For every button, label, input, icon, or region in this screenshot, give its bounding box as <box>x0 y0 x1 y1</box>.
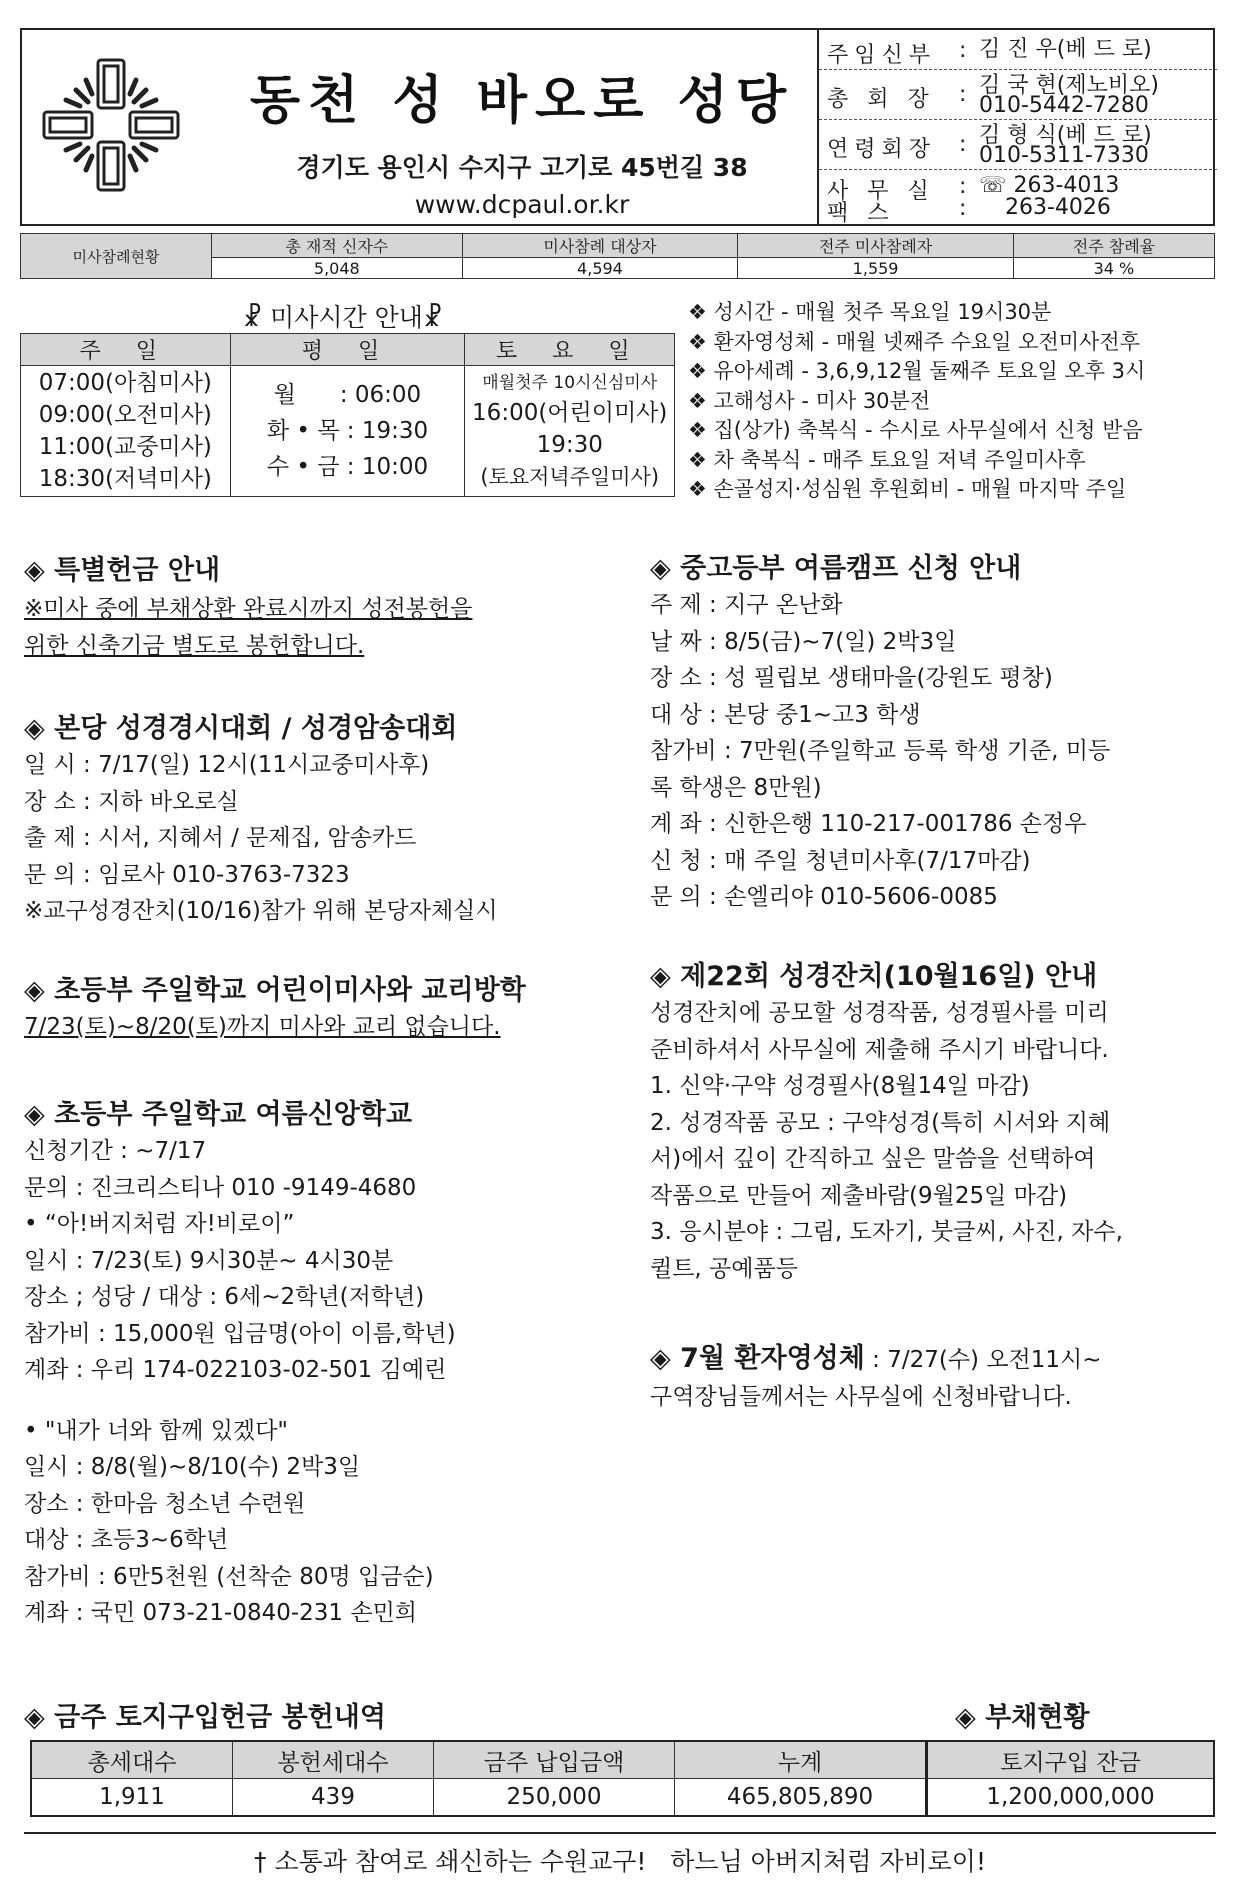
mass-time: 월 : 06:00 <box>273 382 422 408</box>
mass-schedule-title: ☧ 미사시간 안내☧ <box>242 303 443 332</box>
section-line: ※미사 중에 부채상환 완료시까지 성전봉헌을 <box>24 596 473 622</box>
debt-title: ◈ 부채현황 <box>955 1702 1090 1733</box>
attendance-header: 미사참례 대상자 <box>462 234 738 258</box>
mass-time: 18:30(저녁미사) <box>38 466 212 492</box>
mass-time: 16:00(어린이미사) <box>472 400 668 426</box>
staff-row-funeral-president <box>819 120 1217 170</box>
staff-value: 김 진 우(베 드 로) <box>979 37 1152 62</box>
section-line: 계 좌 : 신한은행 110-217-001786 손정우 <box>650 811 1087 837</box>
section-line: 장소 ; 성당 / 대상 : 6세~2학년(저학년) <box>24 1284 425 1310</box>
section-line: 장 소 : 지하 바오로실 <box>24 788 239 815</box>
attendance-header: 전주 참례율 <box>1013 234 1214 258</box>
section-line: 장소 : 한마음 청소년 수련원 <box>24 1490 306 1517</box>
notice-item: ❖ 집(상가) 축복식 - 수시로 사무실에서 신청 받음 <box>688 418 1143 442</box>
offering-value: 439 <box>233 1779 434 1817</box>
section-line: 문 의 : 손엘리야 010-5606-0085 <box>650 884 998 910</box>
mass-time: 화 • 목 : 19:30 <box>266 418 429 444</box>
mass-schedule-table <box>20 333 675 497</box>
bible-feast-section <box>650 954 1220 1287</box>
mass-time: 수 • 금 : 10:00 <box>266 454 429 480</box>
bible-contest-section <box>24 706 624 930</box>
cross-rays-logo-icon <box>36 50 186 200</box>
attendance-label: 미사참례현황 <box>21 234 212 279</box>
youth-camp-section <box>650 546 1220 916</box>
mass-time: (토요저녁주일미사) <box>480 465 660 489</box>
section-title: ◈ 제22회 성경잔치(10월16일) 안내 <box>650 961 1098 992</box>
offering-header: 총세대수 <box>31 1741 233 1779</box>
mass-time: 매월첫주 10시신심미사 <box>482 373 658 393</box>
section-line: 1. 신약·구약 성경필사(8월14일 마감) <box>650 1073 1030 1099</box>
office-phone: ☏ 263-4013 <box>979 173 1120 198</box>
section-line: 장 소 : 성 필립보 생태마을(강원도 평창) <box>650 665 1053 691</box>
section-line: 신청기간 : ~7/17 <box>24 1138 207 1164</box>
offering-value: 250,000 <box>434 1779 675 1817</box>
staff-contact-box <box>817 30 1217 224</box>
staff-role: 사 무 실 <box>827 179 935 204</box>
section-line: 계좌 : 우리 174-022103-02-501 김예린 <box>24 1357 447 1383</box>
staff-separator: : <box>959 132 967 157</box>
offering-value: 1,911 <box>31 1779 233 1817</box>
section-title: ◈ 중고등부 여름캠프 신청 안내 <box>650 553 1022 584</box>
section-line: 주 제 : 지구 온난화 <box>650 592 843 618</box>
attendance-header: 총 재적 신자수 <box>212 234 463 258</box>
section-line: 날 짜 : 8/5(금)~7(일) 2박3일 <box>650 628 957 655</box>
staff-row-president <box>819 70 1217 120</box>
staff-value: 김 형 식(베 드 로) <box>979 123 1152 148</box>
church-address: 경기도 용인시 수지구 고기로 45번길 38 <box>296 153 748 182</box>
staff-phone: 010-5311-7330 <box>979 143 1149 168</box>
notice-item: ❖ 환자영성체 - 매월 넷째주 수요일 오전미사전후 <box>688 329 1140 354</box>
staff-phone: 010-5442-7280 <box>979 93 1149 118</box>
section-line: 성경잔치에 공모할 성경작품, 성경필사를 미리 <box>650 1000 1109 1026</box>
staff-role: 주임신부 <box>827 43 937 68</box>
attendance-value: 34 % <box>1013 258 1214 279</box>
communion-time: : 7/27(수) 오전11시~ <box>864 1347 1102 1373</box>
children-mass-section <box>24 968 624 1046</box>
section-title: ◈ 초등부 주일학교 여름신앙학교 <box>24 1099 413 1130</box>
section-line: 퀼트, 공예품등 <box>650 1255 798 1282</box>
mass-header-sunday: 주 일 <box>21 334 231 366</box>
debt-header: 토지구입 잔금 <box>927 1741 1215 1779</box>
bulletin-header <box>20 28 1215 226</box>
section-line: 계좌 : 국민 073-21-0840-231 손민희 <box>24 1600 418 1626</box>
staff-value: 김 국 현(제노비오) <box>979 73 1159 98</box>
attendance-table <box>20 233 1215 279</box>
notice-item: ❖ 고해성사 - 미사 30분전 <box>688 388 931 413</box>
section-line: 일시 : 7/23(토) 9시30분~ 4시30분 <box>24 1247 394 1274</box>
communion-section <box>650 1336 1220 1415</box>
section-line: 출 제 : 시서, 지혜서 / 문제집, 암송카드 <box>24 825 417 851</box>
offering-header: 금주 납입금액 <box>434 1741 675 1779</box>
section-title: ◈ 본당 성경경시대회 / 성경암송대회 <box>24 713 458 744</box>
section-line: 3. 응시분야 : 그림, 도자기, 붓글씨, 사진, 자수, <box>650 1219 1123 1245</box>
section-line: 위한 신축기금 별도로 봉헌합니다. <box>24 632 365 659</box>
special-offering-section <box>24 548 624 664</box>
section-line: 신 청 : 매 주일 청년미사후(7/17마감) <box>650 847 1031 874</box>
notice-item: ❖ 차 축복식 - 매주 토요일 저녁 주일미사후 <box>688 447 1086 472</box>
staff-row-office <box>819 170 1217 224</box>
section-line: 작품으로 만들어 제출바람(9월25일 마감) <box>650 1182 1068 1209</box>
section-line: ※교구성경잔치(10/16)참가 위해 본당자체실시 <box>24 898 498 924</box>
staff-row-pastor <box>819 30 1217 70</box>
notice-list <box>688 298 1218 505</box>
mass-time: 19:30 <box>536 432 603 458</box>
section-title: ◈ 7월 환자영성체 <box>650 1343 865 1374</box>
section-line: 참가비 : 6만5천원 (선착순 80명 입금순) <box>24 1563 434 1590</box>
attendance-value: 5,048 <box>212 258 463 279</box>
mass-time: 11:00(교중미사) <box>38 434 212 460</box>
motto-divider <box>24 1832 1216 1834</box>
staff-role: 총 회 장 <box>827 87 935 112</box>
section-line: • "내가 너와 함께 있겠다" <box>24 1417 288 1444</box>
section-line: 록 학생은 8만원) <box>650 774 822 801</box>
staff-role: 팩 스 <box>827 201 895 226</box>
section-title: ◈ 특별헌금 안내 <box>24 555 221 586</box>
section-line: 일시 : 8/8(월)~8/10(수) 2박3일 <box>24 1454 361 1480</box>
sunday-mass-times <box>21 366 231 497</box>
offering-header: 봉헌세대수 <box>233 1741 434 1779</box>
section-line: 참가비 : 7만원(주일학교 등록 학생 기준, 미등 <box>650 738 1111 764</box>
section-line: 문의 : 진크리스티나 010 -9149-4680 <box>24 1174 417 1201</box>
section-line: 2. 성경작품 공모 : 구약성경(특히 시서와 지혜 <box>650 1109 1111 1136</box>
offering-table <box>30 1740 1215 1817</box>
saturday-mass-times <box>465 366 675 497</box>
church-name: 동천 성 바오로 성당 <box>249 71 795 131</box>
mass-time: 09:00(오전미사) <box>38 402 212 428</box>
notice-item: ❖ 성시간 - 매월 첫주 목요일 19시30분 <box>688 300 1052 324</box>
section-line: 일 시 : 7/17(일) 12시(11시교중미사후) <box>24 752 430 778</box>
section-line: 서)에서 깊이 간직하고 싶은 말씀을 선택하여 <box>650 1146 1096 1172</box>
mass-header-saturday: 토 요 일 <box>465 334 675 366</box>
attendance-value: 4,594 <box>462 258 738 279</box>
section-line: 대 상 : 본당 중1~고3 학생 <box>650 701 921 728</box>
attendance-value: 1,559 <box>738 258 1014 279</box>
diocese-motto: † 소통과 참여로 쇄신하는 수원교구! 하느님 아버지처럼 자비로이! <box>254 1847 986 1876</box>
section-line: 문 의 : 임로사 010-3763-7323 <box>24 861 350 888</box>
staff-separator: : <box>959 38 967 63</box>
mass-header-weekday: 평 일 <box>230 334 465 366</box>
staff-separator: : <box>959 174 967 199</box>
weekday-mass-times <box>230 366 465 497</box>
section-title: ◈ 초등부 주일학교 어린이미사와 교리방학 <box>24 975 526 1006</box>
section-line: 참가비 : 15,000원 입금명(아이 이름,학년) <box>24 1320 456 1347</box>
notice-item: ❖ 손골성지·성심원 후원회비 - 매월 마지막 주일 <box>688 477 1127 501</box>
staff-role: 연령회장 <box>827 137 937 162</box>
notice-item: ❖ 유아세례 - 3,6,9,12월 둘째주 토요일 오후 3시 <box>688 359 1146 383</box>
offering-header: 누계 <box>675 1741 927 1779</box>
section-line: 구역장님들께서는 사무실에 신청바랍니다. <box>650 1383 1072 1410</box>
staff-separator: : <box>959 196 967 221</box>
attendance-header: 전주 미사참례자 <box>738 234 1014 258</box>
staff-separator: : <box>959 82 967 107</box>
section-line: 7/23(토)~8/20(토)까지 미사와 교리 없습니다. <box>24 1014 501 1040</box>
mass-time: 07:00(아침미사) <box>38 370 212 396</box>
section-line: 준비하셔서 사무실에 제출해 주시기 바랍니다. <box>650 1036 1109 1063</box>
offering-title: ◈ 금주 토지구입헌금 봉헌내역 <box>24 1702 386 1733</box>
church-website-link[interactable]: www.dcpaul.or.kr <box>414 190 630 219</box>
debt-value: 1,200,000,000 <box>927 1779 1215 1817</box>
offering-value: 465,805,890 <box>675 1779 927 1817</box>
section-line: 대상 : 초등3~6학년 <box>24 1527 229 1553</box>
communion-heading <box>650 1336 1220 1379</box>
section-line: • “아!버지처럼 자!비로이” <box>24 1211 295 1237</box>
fax-number: 263-4026 <box>1005 195 1111 220</box>
summer-school-section <box>24 1092 624 1632</box>
